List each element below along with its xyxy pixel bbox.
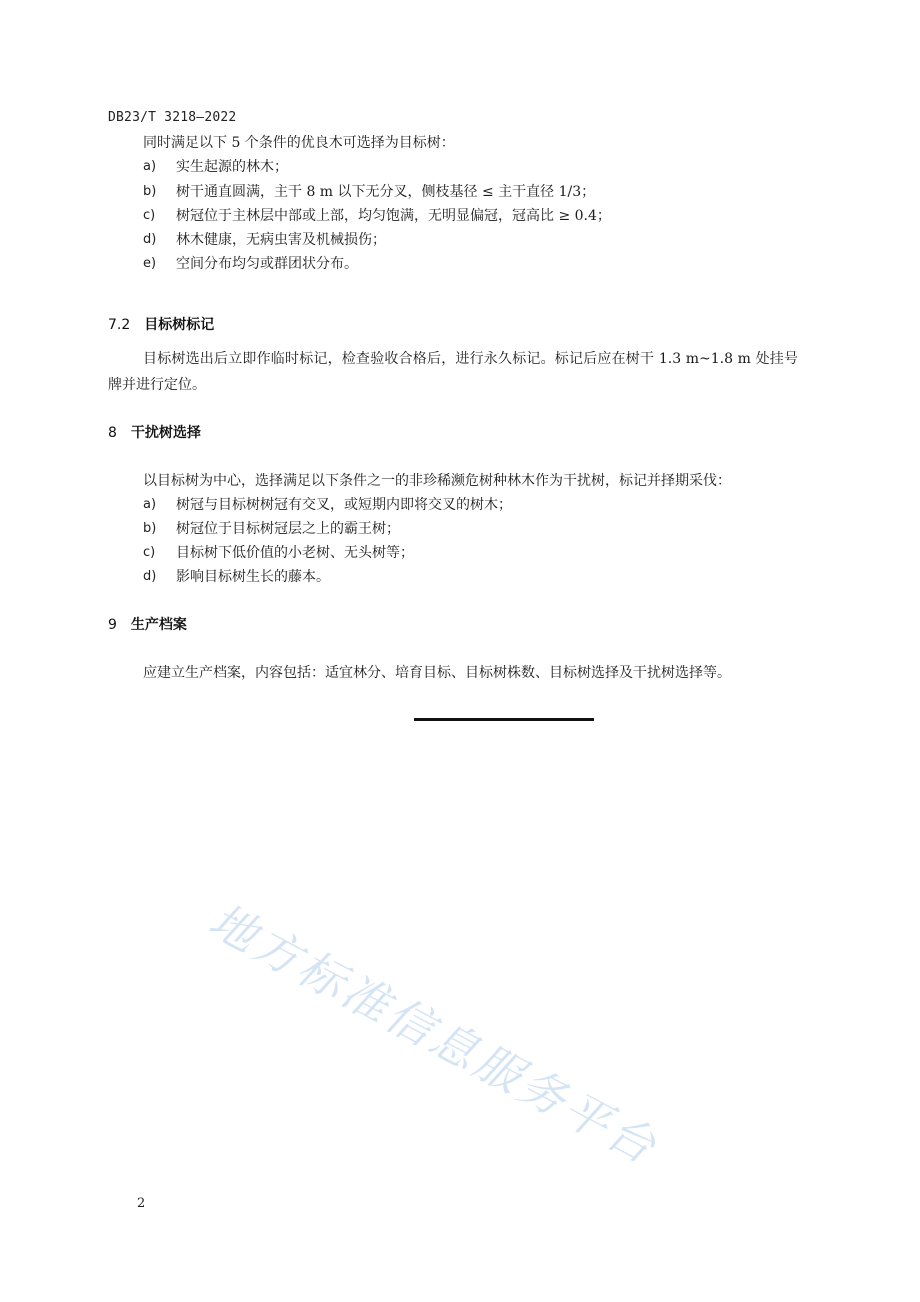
list-item-marker: a) bbox=[143, 159, 157, 174]
section-number: 9 bbox=[108, 617, 117, 633]
section-title: 干扰树选择 bbox=[130, 425, 201, 441]
standard-code-header: DB23/T 3218—2022 bbox=[108, 110, 237, 125]
target-tree-marking-body: 目标树选出后立即作临时标记，检查验收合格后，进行永久标记。标记后应在树干 1.3 m~1.8 m 处挂号牌并进行定位。 bbox=[108, 351, 798, 393]
list-item: 空间分布均匀或群团状分布。 bbox=[176, 256, 358, 272]
list-item-marker: d) bbox=[143, 232, 157, 247]
section-title: 目标树标记 bbox=[144, 317, 215, 333]
list-item: 实生起源的林木； bbox=[176, 159, 288, 175]
list-item: 林木健康，无病虫害及机械损伤； bbox=[176, 232, 386, 248]
document-end-rule bbox=[414, 718, 594, 721]
list-item: 树冠位于目标树冠层之上的霸王树； bbox=[176, 521, 400, 537]
section-heading-9 bbox=[108, 616, 187, 634]
list-item-marker: a) bbox=[143, 497, 157, 512]
interference-tree-intro: 以目标树为中心，选择满足以下条件之一的非珍稀濒危树种林木作为干扰树，标记并择期采伐： bbox=[143, 473, 731, 489]
list-item: 影响目标树生长的藤本。 bbox=[176, 569, 330, 585]
list-item-marker: c) bbox=[143, 208, 156, 223]
watermark: 地方标准信息服务平台 bbox=[200, 892, 668, 1176]
production-records-body: 应建立生产档案，内容包括：适宜林分、培育目标、目标树株数、目标树选择及干扰树选择等。 bbox=[143, 665, 731, 681]
list-item-marker: c) bbox=[143, 545, 156, 560]
page-number: 2 bbox=[137, 1196, 146, 1211]
section-number: 8 bbox=[108, 425, 117, 441]
list-item-marker: d) bbox=[143, 569, 157, 584]
target-tree-criteria-intro: 同时满足以下 5 个条件的优良木可选择为目标树： bbox=[143, 135, 455, 151]
section-heading-7-2 bbox=[108, 316, 214, 334]
list-item-marker: b) bbox=[143, 184, 157, 199]
list-item-marker: b) bbox=[143, 521, 157, 536]
list-item: 树冠与目标树树冠有交叉，或短期内即将交叉的树木； bbox=[176, 497, 512, 513]
section-heading-8 bbox=[108, 424, 201, 442]
list-item: 树冠位于主林层中部或上部，均匀饱满，无明显偏冠，冠高比 ≥ 0.4； bbox=[176, 208, 611, 224]
section-title: 生产档案 bbox=[130, 617, 187, 633]
list-item: 目标树下低价值的小老树、无头树等； bbox=[176, 545, 414, 561]
list-item: 树干通直圆满，主干 8 m 以下无分叉，侧枝基径 ≤ 主干直径 1/3； bbox=[176, 184, 596, 200]
list-item-marker: e) bbox=[143, 256, 157, 271]
section-number: 7.2 bbox=[108, 317, 131, 333]
